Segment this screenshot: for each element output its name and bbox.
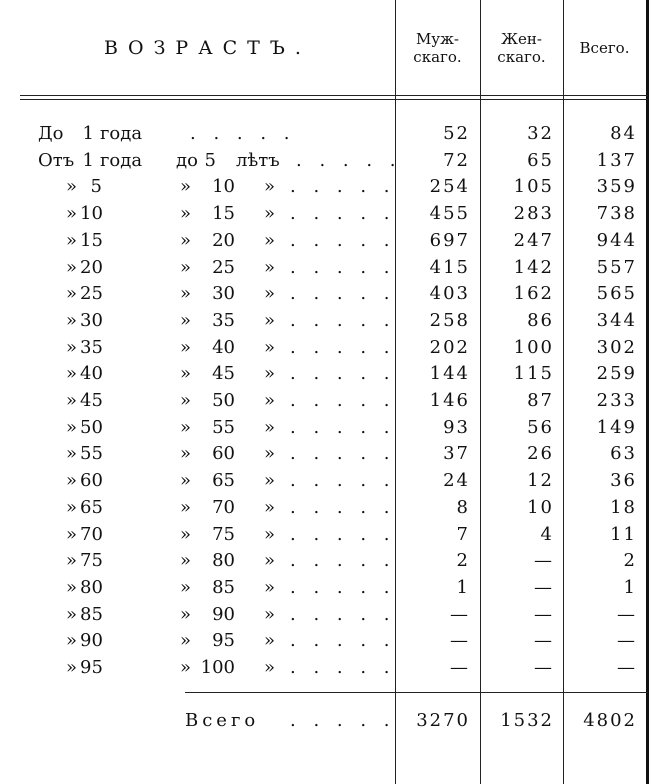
cell-female: — <box>534 550 554 572</box>
age-to: 10 <box>212 176 235 198</box>
totals-female: 1532 <box>500 710 554 731</box>
cell-female: 87 <box>527 390 554 411</box>
age-to: 85 <box>212 576 235 598</box>
age-to-prefix: » <box>180 309 192 331</box>
age-from-prefix: » <box>66 496 78 518</box>
cell-female: 162 <box>513 283 554 305</box>
cell-male: — <box>450 630 470 652</box>
age-to-prefix: » <box>180 576 192 598</box>
leader-dots: . . . . . <box>290 550 396 572</box>
cell-total: 302 <box>596 336 637 358</box>
age-from-prefix: » <box>66 630 78 652</box>
cell-female: 105 <box>513 176 554 198</box>
cell-female: 10 <box>527 496 554 518</box>
leader-dots: . . . . . <box>290 603 396 625</box>
leader-dots: . . . . . <box>290 416 396 438</box>
age-from-prefix: » <box>66 336 78 358</box>
age-to: 40 <box>212 336 235 358</box>
age-to-prefix: » <box>180 416 192 438</box>
leader-dots: . . . . . <box>290 496 396 518</box>
cell-male: 403 <box>429 283 470 305</box>
header-female: Жен- скаго. <box>497 29 546 66</box>
cell-total: 2 <box>623 550 637 572</box>
age-from: 1 <box>82 149 94 171</box>
age-from: 50 <box>80 416 103 438</box>
leader-dots: . . . . . <box>290 283 396 305</box>
age-from: 95 <box>80 657 103 678</box>
cell-female: — <box>534 630 554 652</box>
age-to-prefix: » <box>180 363 192 385</box>
table-row <box>0 655 657 681</box>
cell-male: 1 <box>456 576 470 598</box>
header-rule <box>20 99 648 100</box>
age-from: 60 <box>80 470 103 492</box>
age-to-prefix: » <box>180 256 192 278</box>
leader-dots: . . . . . <box>290 203 396 225</box>
cell-female: 115 <box>513 363 554 385</box>
totals-row <box>0 708 657 734</box>
age-to-unit: » <box>264 176 276 198</box>
leader-dots: . . . . . <box>290 336 396 358</box>
cell-male: — <box>450 657 470 678</box>
age-to: 5 <box>204 149 216 171</box>
age-to-unit: » <box>264 256 276 278</box>
age-to: 70 <box>212 496 235 518</box>
age-to-unit: » <box>264 229 276 251</box>
cell-female: 56 <box>527 416 554 438</box>
age-from-prefix: » <box>66 390 78 411</box>
age-to-prefix: » <box>180 443 192 465</box>
age-to-unit: лѣтъ <box>236 149 280 171</box>
age-from: 35 <box>80 336 103 358</box>
age-to-prefix: » <box>180 336 192 358</box>
table-row <box>0 548 657 574</box>
cell-female: — <box>534 576 554 598</box>
age-to: 50 <box>212 390 235 411</box>
age-to: 35 <box>212 309 235 331</box>
cell-female: — <box>534 603 554 625</box>
age-from: 75 <box>80 550 103 572</box>
age-to: 65 <box>212 470 235 492</box>
age-to-unit: » <box>264 603 276 625</box>
age-from: 1 <box>82 123 94 144</box>
leader-dots: . . . . . <box>290 229 396 251</box>
age-to-unit: » <box>264 203 276 225</box>
leader-dots: . . . . . <box>290 657 396 678</box>
age-from-prefix: » <box>66 309 78 331</box>
cell-total: 63 <box>610 443 637 465</box>
age-from: 40 <box>80 363 103 385</box>
cell-total: 84 <box>610 123 637 144</box>
cell-total: 36 <box>610 470 637 492</box>
cell-female: 4 <box>540 523 554 545</box>
leader-dots: . . . . . <box>290 256 396 278</box>
age-to-prefix: до <box>176 149 198 171</box>
table-row <box>0 628 657 654</box>
age-from: 90 <box>80 630 103 652</box>
table-row <box>0 121 657 147</box>
cell-total: — <box>617 603 637 625</box>
age-to-unit: » <box>264 363 276 385</box>
age-to: 60 <box>212 443 235 465</box>
cell-male: 24 <box>443 470 470 492</box>
table-row <box>0 575 657 601</box>
cell-female: 65 <box>527 149 554 171</box>
age-to-unit: » <box>264 576 276 598</box>
age-to: 30 <box>212 283 235 305</box>
age-unit: года <box>100 123 143 144</box>
cell-total: 344 <box>596 309 637 331</box>
header-male: Муж- скаго. <box>413 29 462 66</box>
cell-total: 359 <box>596 176 637 198</box>
table-row <box>0 201 657 227</box>
leader-dots: . . . . . <box>290 576 396 598</box>
age-to-prefix: » <box>180 603 192 625</box>
cell-total: 18 <box>610 496 637 518</box>
cell-male: 8 <box>456 496 470 518</box>
age-from-prefix: Отъ <box>38 149 75 171</box>
header-total: Всего. <box>579 38 630 57</box>
age-to-prefix: » <box>180 630 192 652</box>
age-to: 95 <box>212 630 235 652</box>
leader-dots: . . . . . <box>290 363 396 385</box>
age-to-prefix: » <box>180 203 192 225</box>
age-to-prefix: » <box>180 390 192 411</box>
table-row <box>0 361 657 387</box>
leader-dots: . . . . . <box>290 470 396 492</box>
table-row <box>0 602 657 628</box>
total-rule <box>185 692 648 693</box>
age-to: 100 <box>200 657 235 678</box>
cell-male: 258 <box>429 309 470 331</box>
age-to-unit: » <box>264 657 276 678</box>
table-row <box>0 228 657 254</box>
age-from-prefix: » <box>66 283 78 305</box>
age-to-unit: » <box>264 443 276 465</box>
cell-total: 565 <box>596 283 637 305</box>
table-row <box>0 388 657 414</box>
age-to-unit: » <box>264 630 276 652</box>
table-row <box>0 468 657 494</box>
cell-total: 137 <box>596 149 637 171</box>
age-to: 45 <box>212 363 235 385</box>
cell-male: 144 <box>429 363 470 385</box>
age-unit: года <box>100 149 143 171</box>
age-to-unit: » <box>264 496 276 518</box>
age-from: 10 <box>80 203 103 225</box>
cell-male: 697 <box>429 229 470 251</box>
cell-female: 86 <box>527 309 554 331</box>
header-rule <box>20 95 648 96</box>
totals-label: Всего <box>185 710 260 731</box>
age-from-prefix: » <box>66 256 78 278</box>
age-to-prefix: » <box>180 550 192 572</box>
age-from-prefix: » <box>66 416 78 438</box>
age-to-unit: » <box>264 416 276 438</box>
age-to-prefix: » <box>180 283 192 305</box>
leader-dots: . . . . . <box>290 710 396 731</box>
age-to-prefix: » <box>180 657 192 678</box>
cell-total: — <box>617 630 637 652</box>
cell-female: 283 <box>513 203 554 225</box>
table-row <box>0 415 657 441</box>
cell-male: 202 <box>429 336 470 358</box>
totals-total: 4802 <box>583 710 637 731</box>
age-from-prefix: » <box>66 550 78 572</box>
cell-male: 37 <box>443 443 470 465</box>
table-row <box>0 281 657 307</box>
age-from: 25 <box>80 283 103 305</box>
leader-dots: . . . . . <box>290 390 396 411</box>
cell-male: — <box>450 603 470 625</box>
leader-dots: . . . . . <box>296 149 402 171</box>
leader-dots: . . . . . <box>290 309 396 331</box>
cell-total: 149 <box>596 416 637 438</box>
age-to: 55 <box>212 416 235 438</box>
age-from-prefix: » <box>66 176 78 198</box>
age-from-prefix: До <box>38 123 64 144</box>
age-to: 90 <box>212 603 235 625</box>
cell-male: 455 <box>429 203 470 225</box>
totals-male: 3270 <box>416 710 470 731</box>
age-to-unit: » <box>264 309 276 331</box>
table-row <box>0 255 657 281</box>
cell-total: 738 <box>596 203 637 225</box>
cell-female: 247 <box>513 229 554 251</box>
age-from: 30 <box>80 309 103 331</box>
age-from-prefix: » <box>66 603 78 625</box>
age-from: 55 <box>80 443 103 465</box>
cell-female: 26 <box>527 443 554 465</box>
age-to-unit: » <box>264 390 276 411</box>
age-to: 80 <box>212 550 235 572</box>
cell-male: 7 <box>456 523 470 545</box>
age-to-unit: » <box>264 523 276 545</box>
age-from-prefix: » <box>66 470 78 492</box>
table-row <box>0 308 657 334</box>
cell-male: 254 <box>429 176 470 198</box>
cell-total: 11 <box>610 523 637 545</box>
age-to-prefix: » <box>180 496 192 518</box>
age-from: 80 <box>80 576 103 598</box>
table-row <box>0 522 657 548</box>
leader-dots: . . . . . <box>190 123 296 144</box>
age-from: 70 <box>80 523 103 545</box>
table-row <box>0 174 657 200</box>
age-to-unit: » <box>264 283 276 305</box>
age-from: 20 <box>80 256 103 278</box>
leader-dots: . . . . . <box>290 176 396 198</box>
cell-male: 72 <box>443 149 470 171</box>
cell-male: 146 <box>429 390 470 411</box>
cell-female: 12 <box>527 470 554 492</box>
age-from-prefix: » <box>66 523 78 545</box>
age-to-prefix: » <box>180 229 192 251</box>
age-from: 5 <box>90 176 102 198</box>
age-to-unit: » <box>264 550 276 572</box>
age-from-prefix: » <box>66 229 78 251</box>
age-to-unit: » <box>264 470 276 492</box>
cell-male: 93 <box>443 416 470 438</box>
cell-total: 557 <box>596 256 637 278</box>
cell-total: 1 <box>623 576 637 598</box>
header-age: ВОЗРАСТЪ. <box>104 36 311 59</box>
cell-male: 2 <box>456 550 470 572</box>
age-from: 15 <box>80 229 103 251</box>
cell-total: — <box>617 657 637 678</box>
cell-male: 52 <box>443 123 470 144</box>
age-to: 25 <box>212 256 235 278</box>
age-from-prefix: » <box>66 363 78 385</box>
table-row <box>0 148 657 174</box>
age-from-prefix: » <box>66 443 78 465</box>
age-from: 85 <box>80 603 103 625</box>
age-to-prefix: » <box>180 176 192 198</box>
cell-female: 142 <box>513 256 554 278</box>
age-to-prefix: » <box>180 523 192 545</box>
table-row <box>0 441 657 467</box>
age-to-unit: » <box>264 336 276 358</box>
leader-dots: . . . . . <box>290 443 396 465</box>
age-from-prefix: » <box>66 576 78 598</box>
age-from: 65 <box>80 496 103 518</box>
age-from-prefix: » <box>66 657 78 678</box>
cell-total: 233 <box>596 390 637 411</box>
age-to: 20 <box>212 229 235 251</box>
table-row <box>0 335 657 361</box>
age-to: 15 <box>212 203 235 225</box>
cell-female: 100 <box>513 336 554 358</box>
cell-total: 944 <box>596 229 637 251</box>
age-from: 45 <box>80 390 103 411</box>
table-row <box>0 495 657 521</box>
cell-total: 259 <box>596 363 637 385</box>
age-to: 75 <box>212 523 235 545</box>
cell-female: — <box>534 657 554 678</box>
cell-male: 415 <box>429 256 470 278</box>
cell-female: 32 <box>527 123 554 144</box>
leader-dots: . . . . . <box>290 523 396 545</box>
age-from-prefix: » <box>66 203 78 225</box>
leader-dots: . . . . . <box>290 630 396 652</box>
age-to-prefix: » <box>180 470 192 492</box>
